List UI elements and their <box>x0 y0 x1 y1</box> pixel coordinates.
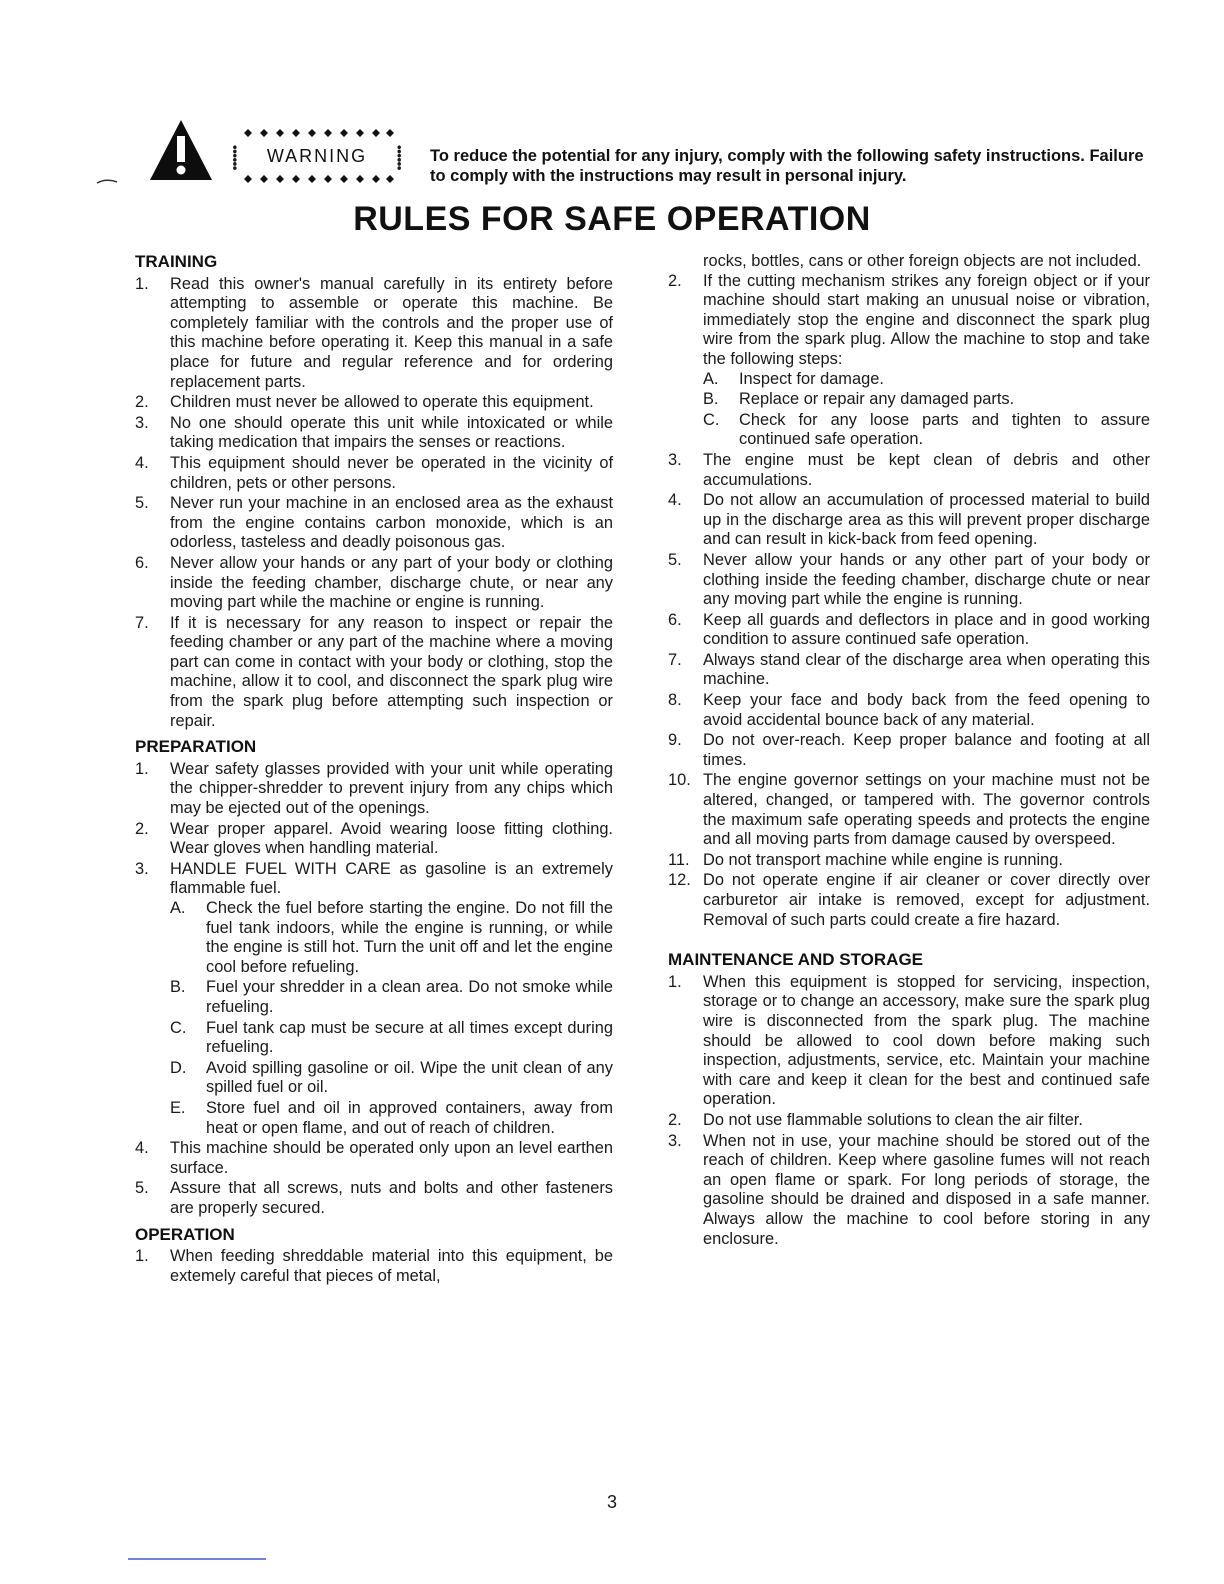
list-item <box>135 1179 613 1218</box>
item-number: 3. <box>135 859 149 878</box>
warning-text: To reduce the potential for any injury, comply with the following safety instructions. Failure to comply with the instructions may result in personal injury. <box>430 147 1144 185</box>
item-text: Assure that all screws, nuts and bolts and other fasteners are properly secured. <box>170 1179 613 1217</box>
item-text: When this equipment is stopped for servicing, inspection, storage or to change an accessory, make sure the spark plug wire is disconnected from the spark plug. The machine should be allowed to cool down before making such inspection, adjustments, service, etc. Maintain your machine with care and keep it clean for the best and continued safe operation. <box>703 972 1150 1109</box>
item-text: If it is necessary for any reason to inspect or repair the feeding chamber or any part of the machine where a moving part can come in contact with your body or clothing, stop the machine, allow it to cool, and disconnect the spark plug wire from the spark plug before attempting such inspection or repair. <box>170 613 613 730</box>
item-text: This machine should be operated only upon an level earthen surface. <box>170 1139 613 1177</box>
sub-item <box>170 1019 613 1058</box>
sub-item <box>703 390 1150 410</box>
sub-item <box>170 899 613 977</box>
item-number: 6. <box>668 610 682 629</box>
list-item <box>668 611 1150 650</box>
sub-item-text: Fuel tank cap must be secure at all times except during refueling. <box>206 1018 613 1057</box>
list-item <box>135 860 613 1138</box>
item-text: Read this owner's manual carefully in its entirety before attempting to assemble or operate this machine. Be completely familiar with the controls and the proper use of this machine before operating it. Keep this manual in a safe place for future and regular reference and for ordering replacement parts. <box>170 274 613 391</box>
item-text: The engine must be kept clean of debris and other accumulations. <box>703 450 1150 489</box>
item-text: No one should operate this unit while intoxicated or while taking medication that impairs the senses or reactions. <box>170 413 613 452</box>
list-item <box>668 871 1150 930</box>
list-item <box>135 494 613 553</box>
scan-mark <box>96 178 118 184</box>
sub-item-letter: C. <box>170 1018 187 1037</box>
diamond-border-icon <box>240 174 394 184</box>
warning-label: WARNING <box>266 146 368 166</box>
training-list <box>135 275 613 732</box>
item-number: 5. <box>135 494 149 513</box>
item-number: 2. <box>668 271 682 290</box>
list-item <box>668 272 1150 450</box>
item-number: 3. <box>668 450 682 469</box>
sub-item-letter: A. <box>170 899 186 917</box>
item-number: 8. <box>668 691 682 710</box>
sub-item-text: Replace or repair any damaged parts. <box>739 390 1015 409</box>
warning-right-bracket-icon: ⸽ <box>396 145 402 170</box>
damage-steps-sublist <box>703 370 1150 450</box>
item-text: Do not operate engine if air cleaner or cover directly over carburetor air intake is removed, except for adjustment. Removal of such parts could create a fire hazard. <box>703 871 1150 929</box>
list-item <box>668 451 1150 490</box>
item-number: 12. <box>668 871 691 890</box>
list-item <box>668 973 1150 1110</box>
list-item <box>668 731 1150 770</box>
training-heading: TRAINING <box>135 252 218 271</box>
warning-badge <box>232 128 402 184</box>
item-number: 2. <box>668 1110 682 1129</box>
right-column <box>668 252 1150 1250</box>
item-text: Children must never be allowed to operate this equipment. <box>170 393 594 412</box>
item-number: 7. <box>668 650 682 669</box>
list-item <box>668 691 1150 730</box>
sub-item-text: Store fuel and oil in approved containers, away from heat or open flame, and out of reach of children. <box>206 1098 613 1137</box>
item-number: 2. <box>135 819 149 838</box>
item-number: 1. <box>668 972 682 991</box>
item-text: When feeding shreddable material into this equipment, be extemely careful that pieces of metal, <box>170 1247 613 1285</box>
sub-item-text: Avoid spilling gasoline or oil. Wipe the unit clean of any spilled fuel or oil. <box>206 1058 613 1097</box>
item-text: If the cutting mechanism strikes any foreign object or if your machine should start making an unusual noise or vibration, immediately stop the engine and disconnect the spark plug wire from the spark plug. Allow the machine to stop and take the following steps: <box>703 271 1150 368</box>
operation-heading: OPERATION <box>135 1224 235 1244</box>
item-number: 3. <box>135 413 149 432</box>
sub-item-letter: E. <box>170 1098 186 1117</box>
diamond-border-icon <box>240 128 394 138</box>
item-text: Wear safety glasses provided with your unit while operating the chipper-shredder to prevent injury from any chips which may be ejected out of the openings. <box>170 759 613 818</box>
item-text: Keep all guards and deflectors in place and in good working condition to assure continued safe operation. <box>703 610 1150 649</box>
item-text: Keep your face and body back from the feed opening to avoid accidental bounce back of any material. <box>703 691 1150 729</box>
list-item <box>135 820 613 859</box>
item-text: Do not use flammable solutions to clean the air filter. <box>703 1110 1083 1129</box>
warning-left-bracket-icon: ⸽ <box>232 145 238 170</box>
list-item <box>135 1139 613 1178</box>
item-number: 1. <box>135 759 149 778</box>
sub-item-letter: C. <box>703 410 720 429</box>
item-text: Never allow your hands or any other part of your body or clothing inside the feeding chamber, discharge chute or near any moving part while the engine is running. <box>703 550 1150 609</box>
list-item <box>135 275 613 393</box>
list-item <box>135 393 613 413</box>
maintenance-list <box>668 973 1150 1249</box>
list-item <box>668 1111 1150 1131</box>
item-number: 11. <box>668 850 690 869</box>
item-text: HANDLE FUEL WITH CARE as gasoline is an extremely flammable fuel. <box>170 859 613 898</box>
item-text: Do not allow an accumulation of processed material to build up in the discharge area as this will prevent proper discharge and can result in kick-back from feed opening. <box>703 491 1150 549</box>
list-item <box>668 771 1150 849</box>
page-title: RULES FOR SAFE OPERATION <box>353 200 871 238</box>
item-number: 9. <box>668 731 682 750</box>
list-item <box>135 614 613 732</box>
list-item <box>668 651 1150 690</box>
list-item <box>135 1247 613 1286</box>
sub-item <box>703 370 1150 390</box>
list-item <box>668 1132 1150 1250</box>
item-text: Never allow your hands or any part of your body or clothing inside the feeding chamber, discharge chute, or near any moving part while the machine or engine is running. <box>170 553 613 612</box>
item-number: 3. <box>668 1131 682 1150</box>
list-item <box>135 760 613 819</box>
sub-item-letter: B. <box>703 390 719 409</box>
item-text: The engine governor settings on your machine must not be altered, changed, or tampered with. The governor controls the maximum safe operating speeds and protects the engine and all moving parts from damage caused by overspeed. <box>703 771 1150 849</box>
footer-rule <box>128 1558 266 1560</box>
list-item <box>135 554 613 613</box>
preparation-heading: PREPARATION <box>135 737 257 757</box>
preparation-list <box>135 760 613 1219</box>
sub-item <box>703 411 1150 450</box>
maintenance-heading: MAINTENANCE AND STORAGE <box>668 950 924 970</box>
operation-list <box>668 272 1150 931</box>
item-text: Do not transport machine while engine is running. <box>703 850 1063 869</box>
page-number: 3 <box>606 1492 617 1512</box>
item-number: 4. <box>668 491 682 510</box>
list-item <box>135 414 613 453</box>
item-number: 4. <box>135 1139 149 1158</box>
item-number: 7. <box>135 613 149 632</box>
sub-item <box>170 1059 613 1098</box>
item-number: 1. <box>135 1247 149 1266</box>
item-number: 10. <box>668 771 691 790</box>
item-number: 5. <box>668 550 682 569</box>
sub-item-text: Check for any loose parts and tighten to assure continued safe operation. <box>739 410 1150 449</box>
operation-item-continuation: rocks, bottles, cans or other foreign objects are not included. <box>703 252 1142 270</box>
sub-item-letter: D. <box>170 1058 187 1077</box>
list-item <box>135 454 613 493</box>
item-text: Wear proper apparel. Avoid wearing loose fitting clothing. Wear gloves when handling material. <box>170 819 613 858</box>
item-number: 5. <box>135 1179 149 1198</box>
item-number: 4. <box>135 453 149 472</box>
sub-item <box>170 1099 613 1138</box>
fuel-sublist <box>170 899 613 1138</box>
item-text: Do not over-reach. Keep proper balance and footing at all times. <box>703 731 1150 769</box>
list-item <box>668 491 1150 550</box>
sub-item-letter: B. <box>170 978 186 997</box>
warning-triangle-icon <box>148 118 214 182</box>
sub-item-letter: A. <box>703 369 719 388</box>
item-number: 2. <box>135 393 149 412</box>
operation-list-start <box>135 1247 613 1286</box>
item-text: Always stand clear of the discharge area when operating this machine. <box>703 650 1150 689</box>
list-item <box>668 551 1150 610</box>
left-column <box>135 252 613 1287</box>
item-text: Never run your machine in an enclosed area as the exhaust from the engine contains carbon monoxide, which is an odorless, tasteless and deadly poisonous gas. <box>170 494 613 552</box>
item-text: When not in use, your machine should be stored out of the reach of children. Keep where gasoline fumes will not reach an open flame or spark. For long periods of storage, the gasoline should be drained and disposed in a safe manner. Always allow the machine to cool before storing in any enclosure. <box>703 1131 1150 1248</box>
item-number: 1. <box>135 274 149 293</box>
sub-item-text: Inspect for damage. <box>739 369 884 388</box>
list-item <box>668 851 1150 871</box>
item-number: 6. <box>135 553 149 572</box>
item-text: This equipment should never be operated in the vicinity of children, pets or other persons. <box>170 453 613 492</box>
sub-item <box>170 978 613 1017</box>
sub-item-text: Fuel your shredder in a clean area. Do not smoke while refueling. <box>206 978 613 1016</box>
sub-item-text: Check the fuel before starting the engine. Do not fill the fuel tank indoors, while the engine is running, or while the engine is still hot. Turn the unit off and let the engine cool before refueling. <box>206 899 613 976</box>
